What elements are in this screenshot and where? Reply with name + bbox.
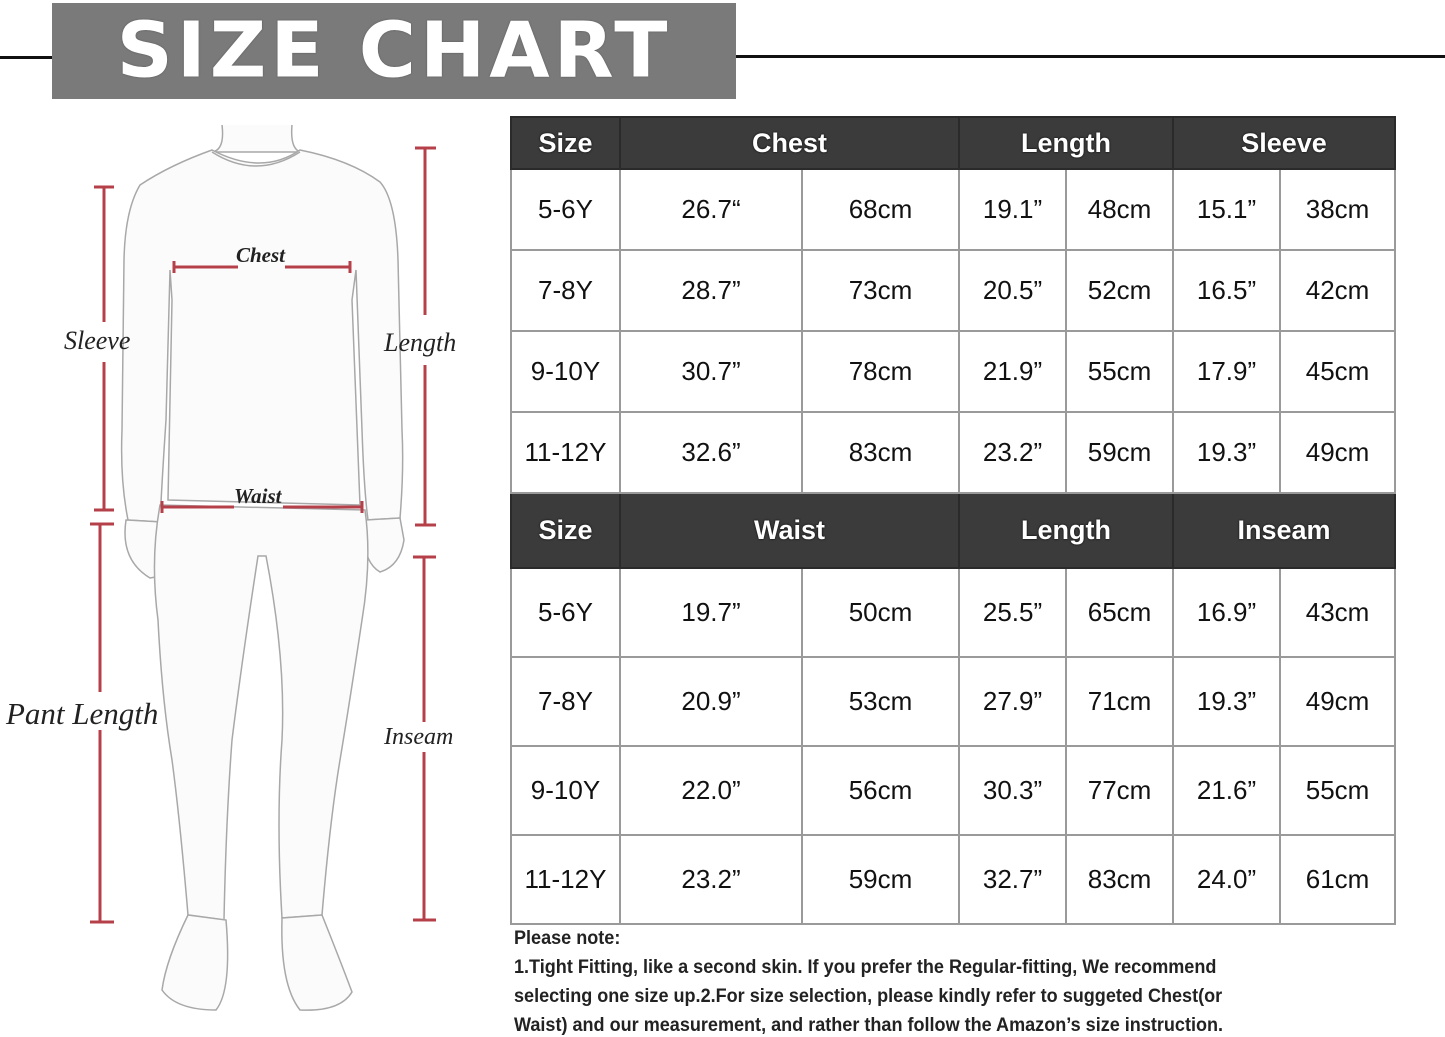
cell-sleeve-in: 17.9” [1173,331,1280,412]
cell-length-in: 27.9” [959,657,1066,746]
cell-inseam-cm: 49cm [1280,657,1395,746]
cell-length-cm: 77cm [1066,746,1173,835]
cell-chest-cm: 83cm [802,412,959,493]
label-waist: Waist [234,484,282,508]
cell-length-in: 19.1” [959,169,1066,250]
cell-chest-in: 30.7” [620,331,802,412]
cell-length-cm: 59cm [1066,412,1173,493]
label-length: Length [384,328,457,357]
table-row [511,746,1395,835]
cell-waist-in: 19.7” [620,568,802,657]
cell-size: 5-6Y [511,169,620,250]
note-line-1: 1.Tight Fitting, like a second skin. If you prefer the Regular-fitting, We recommend [514,957,1217,978]
cell-length-cm: 52cm [1066,250,1173,331]
cell-length-in: 20.5” [959,250,1066,331]
cell-length-in: 21.9” [959,331,1066,412]
cell-chest-in: 26.7“ [620,169,802,250]
cell-chest-in: 28.7” [620,250,802,331]
cell-chest-cm: 68cm [802,169,959,250]
cell-inseam-in: 21.6” [1173,746,1280,835]
cell-size: 11-12Y [511,412,620,493]
cell-waist-in: 23.2” [620,835,802,924]
measurement-figure [0,110,500,1037]
cell-length-in: 23.2” [959,412,1066,493]
size-table [510,116,1394,925]
top-header-row [511,117,1395,169]
cell-size: 9-10Y [511,746,620,835]
table-row [511,169,1395,250]
cell-inseam-cm: 61cm [1280,835,1395,924]
table-row [511,250,1395,331]
page-title: SIZE CHART [116,6,672,96]
label-sleeve: Sleeve [64,326,131,355]
cell-inseam-in: 16.9” [1173,568,1280,657]
header-length: Length [959,117,1173,169]
cell-waist-in: 22.0” [620,746,802,835]
header-size: Size [511,117,620,169]
cell-waist-cm: 59cm [802,835,959,924]
table-row [511,412,1395,493]
cell-length-cm: 65cm [1066,568,1173,657]
cell-length-in: 32.7” [959,835,1066,924]
cell-sleeve-cm: 38cm [1280,169,1395,250]
table-row [511,568,1395,657]
cell-inseam-in: 24.0” [1173,835,1280,924]
table-row [511,835,1395,924]
note-heading: Please note: [514,928,621,949]
cell-chest-cm: 78cm [802,331,959,412]
cell-length-cm: 71cm [1066,657,1173,746]
title-rule-right [736,55,1445,58]
cell-sleeve-cm: 42cm [1280,250,1395,331]
cell-size: 9-10Y [511,331,620,412]
cell-inseam-cm: 43cm [1280,568,1395,657]
table-row [511,331,1395,412]
cell-inseam-cm: 55cm [1280,746,1395,835]
header-size: Size [511,493,620,568]
cell-size: 7-8Y [511,250,620,331]
cell-chest-in: 32.6” [620,412,802,493]
header-chest: Chest [620,117,959,169]
cell-length-in: 25.5” [959,568,1066,657]
label-chest: Chest [236,243,286,267]
table-row [511,657,1395,746]
header-waist: Waist [620,493,959,568]
cell-length-cm: 83cm [1066,835,1173,924]
header-pant-length: Length [959,493,1173,568]
cell-sleeve-in: 15.1” [1173,169,1280,250]
cell-waist-cm: 56cm [802,746,959,835]
cell-chest-cm: 73cm [802,250,959,331]
cell-length-in: 30.3” [959,746,1066,835]
header-inseam: Inseam [1173,493,1395,568]
cell-size: 7-8Y [511,657,620,746]
cell-sleeve-cm: 45cm [1280,331,1395,412]
cell-size: 5-6Y [511,568,620,657]
cell-waist-in: 20.9” [620,657,802,746]
header-sleeve: Sleeve [1173,117,1395,169]
note-line-2: selecting one size up.2.For size selection, please kindly refer to suggeted Chest(or [514,986,1223,1007]
cell-waist-cm: 53cm [802,657,959,746]
cell-sleeve-in: 16.5” [1173,250,1280,331]
cell-waist-cm: 50cm [802,568,959,657]
size-note [514,924,1369,1037]
cell-length-cm: 48cm [1066,169,1173,250]
cell-length-cm: 55cm [1066,331,1173,412]
title-rule-left [0,56,54,59]
cell-inseam-in: 19.3” [1173,657,1280,746]
cell-sleeve-cm: 49cm [1280,412,1395,493]
cell-size: 11-12Y [511,835,620,924]
title-banner [52,3,736,99]
label-inseam: Inseam [384,724,454,750]
bottom-header-row [511,493,1395,568]
cell-sleeve-in: 19.3” [1173,412,1280,493]
note-line-3: Waist) and our measurement, and rather than follow the Amazon’s size instruction. [514,1015,1224,1036]
label-pant-length: Pant Length [6,696,159,731]
